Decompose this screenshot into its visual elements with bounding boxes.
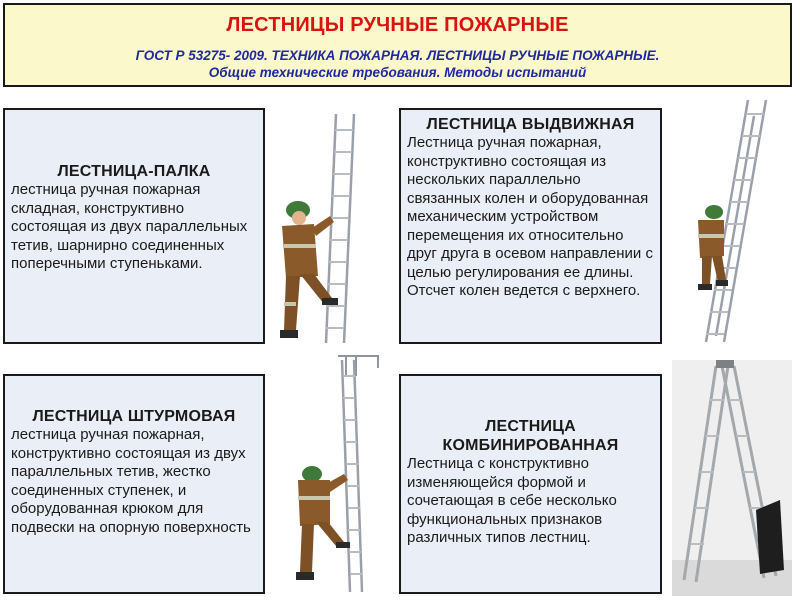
hook-ladder-firefighter-icon	[286, 346, 396, 596]
card-title: ЛЕСТНИЦА ВЫДВИЖНАЯ	[426, 116, 635, 133]
page-title: ЛЕСТНИЦЫ РУЧНЫЕ ПОЖАРНЫЕ	[226, 14, 569, 36]
combination-ladder-photo-icon	[672, 360, 792, 596]
card-combination-ladder	[399, 374, 662, 594]
extension-ladder-firefighter-icon	[666, 96, 792, 346]
card-extension-ladder	[399, 108, 662, 344]
card-description: Лестница с конструктивно изменяющейся формой и сочетающая в себе несколько функциональных признаков различных типов лестниц.	[407, 455, 617, 546]
card-title: ЛЕСТНИЦА-ПАЛКА	[57, 163, 211, 180]
card-description: Лестница ручная пожарная, конструктивно состоящая из нескольких параллельно связанных колен и оборудованная механическим устройством перемещения их относительно друг друга в осевом направлении с целью регулирования ее длины. Отсчет колен ведется с верхнего.	[407, 134, 653, 299]
card-title: ЛЕСТНИЦА КОМБИНИРОВАННАЯ	[442, 418, 619, 454]
card-ladder-stick	[3, 108, 265, 344]
card-title: ЛЕСТНИЦА ШТУРМОВАЯ	[32, 408, 236, 425]
page-subtitle	[5, 47, 790, 81]
ladder-stick-firefighter-icon	[268, 108, 388, 348]
card-description: лестница ручная пожарная, конструктивно состоящая из двух параллельных тетив, жестко соединенных ступенек, и оборудованная крюком для подвески на опорную поверхность	[11, 426, 251, 536]
subtitle-line-1: ГОСТ Р 53275- 2009. ТЕХНИКА ПОЖАРНАЯ. ЛЕСТНИЦЫ РУЧНЫЕ ПОЖАРНЫЕ.	[135, 48, 660, 63]
header-banner	[3, 3, 792, 87]
card-hook-ladder	[3, 374, 265, 594]
subtitle-line-2: Общие технические требования. Методы испытаний	[208, 65, 587, 80]
card-description: лестница ручная пожарная складная, конструктивно состоящая из двух параллельных тетив, шарнирно соединенных поперечными ступеньками.	[11, 181, 248, 272]
